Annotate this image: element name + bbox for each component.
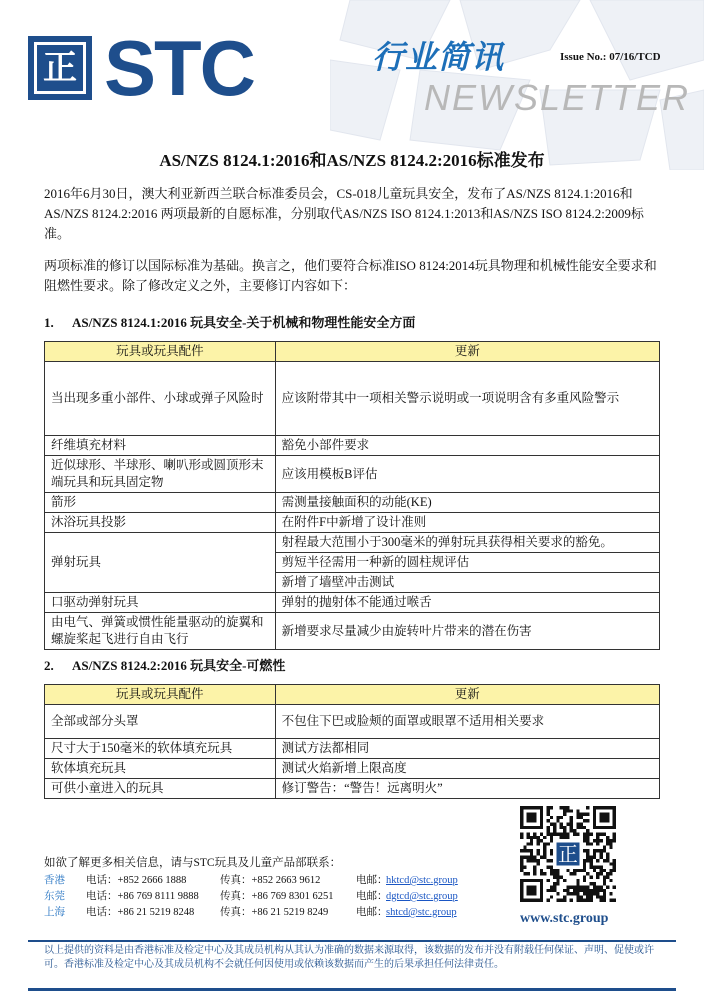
website-link[interactable]: www.stc.group — [520, 911, 609, 926]
city-name: 上海 — [44, 907, 65, 918]
update-cell: 弹射的抛射体不能通过喉舌 — [275, 593, 659, 613]
table-row — [45, 513, 660, 533]
toy-cell: 软体填充玩具 — [45, 759, 276, 779]
update-cell: 新增要求尽量减少由旋转叶片带来的潜在伤害 — [275, 613, 659, 650]
column-header: 更新 — [275, 342, 659, 362]
toy-cell: 可供小童进入的玩具 — [45, 779, 276, 799]
toy-cell: 近似球形、半球形、喇叭形或圆顶形末端玩具和玩具固定物 — [45, 456, 276, 493]
update-cell: 应该附带其中一项相关警示说明或一项说明含有多重风险警示 — [275, 362, 659, 436]
update-cell: 在附件F中新增了设计准则 — [275, 513, 659, 533]
footer-bar — [28, 988, 676, 991]
table-row — [45, 533, 660, 553]
update-cell: 不包住下巴或脸颊的面罩或眼罩不适用相关要求 — [275, 705, 659, 739]
intro-paragraph: 2016年6月30日，澳大利亚新西兰联合标准委员会，CS-018儿童玩具安全，发布了AS/NZS 8124.1:2016和AS/NZS 8124.2:2016 两项最新的自愿标准，分别取代AS/NZS ISO 8124.1:2013和AS/NZS ISO 8124.2:2009标准。 — [44, 186, 644, 241]
toy-cell: 由电气、弹簧或惯性能量驱动的旋翼和螺旋桨起飞进行自由飞行 — [45, 613, 276, 650]
newsletter-word: NEWSLETTER — [424, 77, 691, 118]
qr-code-icon — [520, 806, 616, 902]
newsletter-cn-title: 行业简讯 — [372, 38, 505, 76]
section-1-heading — [44, 314, 415, 332]
column-header: 玩具或玩具配件 — [45, 342, 276, 362]
section-2-number: 2. — [44, 658, 54, 673]
table-row — [45, 362, 660, 436]
section-1-title: AS/NZS 8124.1:2016 玩具安全-关于机械和物理性能安全方面 — [72, 315, 416, 330]
city-name: 香港 — [44, 875, 65, 886]
table-row — [45, 705, 660, 739]
basis-paragraph: 两项标准的修订以国际标准为基础。换言之，他们要符合标准ISO 8124:2014玩具物理和机械性能安全要求和阻燃性要求。除了修改定义之外，主要修订内容如下： — [44, 258, 657, 293]
disclaimer: 以上提供的资料是由香港标准及检定中心及其成员机构从其认为准确的数据来源取得，该数据的发布并没有附载任何保证、声明、促使或许可。香港标准及检定中心及其成员机构不会就任何因使用或依赖该数据而产生的后果承担任何法律责任。 — [44, 945, 654, 970]
stc-logo — [28, 36, 92, 100]
phone-number: 电话：+86 21 5219 8248 — [86, 907, 195, 918]
phone-number: 电话：+86 769 8111 9888 — [86, 891, 199, 902]
section-2-table — [44, 684, 660, 799]
update-cell: 豁免小部件要求 — [275, 436, 659, 456]
update-cell: 射程最大范围小于300毫米的弹射玩具获得相关要求的豁免。 — [275, 533, 659, 553]
footer-divider — [28, 940, 676, 942]
email-link[interactable]: hktcd@stc.group — [386, 875, 458, 886]
column-header: 玩具或玩具配件 — [45, 685, 276, 705]
email-link[interactable]: dgtcd@stc.group — [386, 891, 458, 902]
email-link[interactable]: shtcd@stc.group — [386, 907, 457, 918]
table-row — [45, 613, 660, 650]
city-name: 东莞 — [44, 891, 65, 902]
toy-cell: 尺寸大于150毫米的软体填充玩具 — [45, 739, 276, 759]
update-cell: 修订警告：“警告！远离明火” — [275, 779, 659, 799]
table-row — [45, 779, 660, 799]
email-label: 电邮： — [356, 875, 388, 886]
update-cell: 测试方法都相同 — [275, 739, 659, 759]
email-label: 电邮： — [356, 907, 388, 918]
issue-number: Issue No.: 07/16/TCD — [560, 51, 661, 63]
update-cell: 测试火焰新增上限高度 — [275, 759, 659, 779]
toy-cell: 箭形 — [45, 493, 276, 513]
table-row — [45, 739, 660, 759]
table-row — [45, 593, 660, 613]
toy-cell: 纤维填充材料 — [45, 436, 276, 456]
toy-cell: 沐浴玩具投影 — [45, 513, 276, 533]
toy-cell: 全部或部分头罩 — [45, 705, 276, 739]
section-1-table — [44, 341, 660, 650]
fax-number: 传真：+86 21 5219 8249 — [220, 907, 329, 918]
table-row — [45, 456, 660, 493]
table-header-row — [45, 685, 660, 705]
update-cell: 新增了墙壁冲击测试 — [275, 573, 659, 593]
toy-cell: 当出现多重小部件、小球或弹子风险时 — [45, 362, 276, 436]
phone-number: 电话：+852 2666 1888 — [86, 875, 187, 886]
table-row — [45, 493, 660, 513]
toy-cell: 口驱动弹射玩具 — [45, 593, 276, 613]
logo-glyph: 正 — [34, 42, 86, 94]
toy-cell: 弹射玩具 — [45, 533, 276, 593]
fax-number: 传真：+86 769 8301 6251 — [220, 891, 334, 902]
section-2-title: AS/NZS 8124.2:2016 玩具安全-可燃性 — [72, 658, 286, 673]
update-cell: 剪短半径需用一种新的圆柱规评估 — [275, 553, 659, 573]
table-header-row — [45, 342, 660, 362]
update-cell: 应该用模板B评估 — [275, 456, 659, 493]
table-row — [45, 759, 660, 779]
page-title: AS/NZS 8124.1:2016和AS/NZS 8124.2:2016标准发布 — [159, 151, 545, 170]
section-2-heading — [44, 657, 285, 675]
section-1-number: 1. — [44, 315, 54, 330]
brand-name: STC — [104, 24, 254, 112]
table-row — [45, 436, 660, 456]
column-header: 更新 — [275, 685, 659, 705]
contact-intro: 如欲了解更多相关信息，请与STC玩具及儿童产品部联系： — [44, 857, 342, 869]
fax-number: 传真：+852 2663 9612 — [220, 875, 321, 886]
email-label: 电邮： — [356, 891, 388, 902]
qr-logo-glyph: 正 — [558, 842, 578, 866]
update-cell: 需测量接触面积的动能(KE) — [275, 493, 659, 513]
